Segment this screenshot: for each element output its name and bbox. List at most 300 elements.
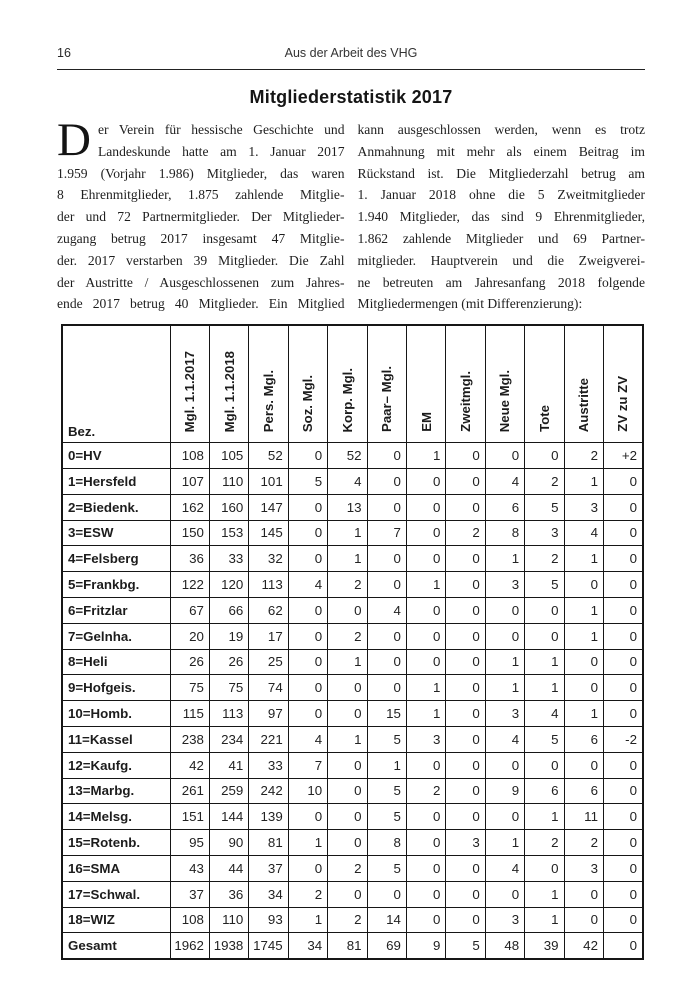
- data-cell: 1938: [209, 933, 248, 959]
- data-cell: 0: [564, 675, 603, 701]
- table-row: [62, 468, 643, 494]
- data-cell: 101: [249, 468, 288, 494]
- data-cell: 3: [564, 855, 603, 881]
- data-cell: 36: [209, 881, 248, 907]
- data-cell: 3: [485, 701, 524, 727]
- data-cell: 41: [209, 752, 248, 778]
- table-row: [62, 494, 643, 520]
- data-cell: 0: [288, 649, 327, 675]
- data-cell: 26: [170, 649, 209, 675]
- data-cell: 0: [446, 778, 485, 804]
- data-cell: 81: [328, 933, 367, 959]
- data-cell: 34: [249, 881, 288, 907]
- data-cell: 0: [603, 881, 643, 907]
- text-line: Mitgliedermengen (mit Differenzierung):: [357, 296, 583, 312]
- data-cell: 5: [288, 468, 327, 494]
- data-cell: 1: [406, 572, 445, 598]
- data-cell: 0: [328, 881, 367, 907]
- data-cell: 0: [288, 701, 327, 727]
- data-cell: 0: [525, 443, 564, 469]
- data-cell: 144: [209, 804, 248, 830]
- column-header-label: Soz. Mgl.: [300, 375, 316, 433]
- table-row: [62, 855, 643, 881]
- data-cell: 261: [170, 778, 209, 804]
- total-row: [62, 933, 643, 959]
- data-cell: 0: [367, 546, 406, 572]
- data-cell: 0: [446, 804, 485, 830]
- data-cell: 0: [603, 675, 643, 701]
- data-cell: 0: [406, 649, 445, 675]
- data-cell: 69: [367, 933, 406, 959]
- data-cell: 0: [525, 597, 564, 623]
- table-row: [62, 778, 643, 804]
- data-cell: 2: [328, 572, 367, 598]
- data-cell: 0: [406, 907, 445, 933]
- data-cell: 97: [249, 701, 288, 727]
- data-cell: 0: [485, 443, 524, 469]
- data-cell: +2: [603, 443, 643, 469]
- data-cell: 25: [249, 649, 288, 675]
- data-cell: 0: [603, 572, 643, 598]
- row-label: 12=Kaufg.: [62, 752, 170, 778]
- data-cell: 5: [367, 855, 406, 881]
- column-header-label: Mgl. 1.1.2018: [221, 350, 237, 433]
- data-cell: 0: [603, 701, 643, 727]
- data-cell: 90: [209, 830, 248, 856]
- data-cell: 1: [328, 546, 367, 572]
- data-cell: 0: [288, 494, 327, 520]
- data-cell: 0: [288, 623, 327, 649]
- data-cell: 107: [170, 468, 209, 494]
- row-label: 16=SMA: [62, 855, 170, 881]
- data-cell: 0: [367, 623, 406, 649]
- data-cell: 4: [288, 726, 327, 752]
- data-cell: 14: [367, 907, 406, 933]
- data-cell: 1: [485, 830, 524, 856]
- text-line: 1.959 (Vorjahr 1.986) Mitglieder, das waren: [57, 165, 345, 181]
- data-cell: 33: [249, 752, 288, 778]
- table-row: [62, 752, 643, 778]
- data-cell: 105: [209, 443, 248, 469]
- data-cell: 6: [564, 726, 603, 752]
- data-cell: 48: [485, 933, 524, 959]
- table-row: [62, 649, 643, 675]
- data-cell: 110: [209, 907, 248, 933]
- data-cell: 0: [367, 468, 406, 494]
- data-cell: 7: [288, 752, 327, 778]
- data-cell: 2: [446, 520, 485, 546]
- data-cell: 3: [485, 572, 524, 598]
- column-header: [209, 325, 248, 443]
- row-label: 9=Hofgeis.: [62, 675, 170, 701]
- data-cell: 0: [328, 675, 367, 701]
- data-cell: 13: [328, 494, 367, 520]
- column-right: [358, 119, 646, 315]
- data-cell: 1: [328, 520, 367, 546]
- data-cell: 1: [406, 701, 445, 727]
- data-cell: 0: [288, 855, 327, 881]
- column-header: [249, 325, 288, 443]
- data-cell: 0: [446, 726, 485, 752]
- data-cell: 0: [446, 597, 485, 623]
- row-label: 15=Rotenb.: [62, 830, 170, 856]
- column-header: [446, 325, 485, 443]
- data-cell: 108: [170, 443, 209, 469]
- row-label: 17=Schwal.: [62, 881, 170, 907]
- table-row: [62, 443, 643, 469]
- data-cell: 0: [525, 623, 564, 649]
- data-cell: 3: [485, 907, 524, 933]
- row-label: 6=Fritzlar: [62, 597, 170, 623]
- data-cell: 52: [249, 443, 288, 469]
- article-title: Mitgliederstatistik 2017: [249, 87, 453, 107]
- data-cell: 9: [485, 778, 524, 804]
- data-cell: 0: [525, 752, 564, 778]
- data-cell: 0: [367, 675, 406, 701]
- data-cell: 4: [525, 701, 564, 727]
- data-cell: 0: [446, 675, 485, 701]
- data-cell: 0: [446, 881, 485, 907]
- data-cell: 75: [209, 675, 248, 701]
- data-cell: 5: [367, 778, 406, 804]
- data-cell: 81: [249, 830, 288, 856]
- data-cell: 0: [406, 546, 445, 572]
- data-cell: 0: [603, 933, 643, 959]
- row-label: 1=Hersfeld: [62, 468, 170, 494]
- row-label: 2=Biedenk.: [62, 494, 170, 520]
- data-cell: 15: [367, 701, 406, 727]
- column-header: [564, 325, 603, 443]
- table-row: [62, 597, 643, 623]
- data-cell: 33: [209, 546, 248, 572]
- text-line: er Verein für hessische Geschichte und: [97, 122, 345, 137]
- table-row: [62, 804, 643, 830]
- data-cell: 5: [525, 572, 564, 598]
- data-cell: 6: [525, 778, 564, 804]
- data-cell: 0: [485, 623, 524, 649]
- data-cell: 0: [328, 830, 367, 856]
- data-cell: 2: [525, 468, 564, 494]
- data-cell: 150: [170, 520, 209, 546]
- data-cell: 2: [328, 907, 367, 933]
- data-cell: 0: [603, 649, 643, 675]
- data-cell: 44: [209, 855, 248, 881]
- text-line: der und 72 Partnermitglieder. Der Mitglieder-: [57, 209, 345, 225]
- data-cell: 36: [170, 546, 209, 572]
- row-label: Gesamt: [62, 933, 170, 959]
- column-header-label: Neue Mgl.: [497, 369, 513, 433]
- data-cell: 52: [328, 443, 367, 469]
- data-cell: 2: [525, 546, 564, 572]
- column-header: [328, 325, 367, 443]
- data-cell: 0: [485, 804, 524, 830]
- data-cell: 0: [564, 752, 603, 778]
- text-line: ne betreuten am Jahresanfang 2018 folgende: [357, 274, 645, 290]
- data-cell: 6: [564, 778, 603, 804]
- column-left: [57, 114, 345, 315]
- row-label: 13=Marbg.: [62, 778, 170, 804]
- data-cell: 0: [406, 881, 445, 907]
- column-header: [485, 325, 524, 443]
- data-cell: 1: [406, 443, 445, 469]
- data-cell: 3: [525, 520, 564, 546]
- data-cell: 3: [406, 726, 445, 752]
- data-cell: 1: [288, 907, 327, 933]
- data-cell: 0: [406, 752, 445, 778]
- table-row: [62, 907, 643, 933]
- column-header: [367, 325, 406, 443]
- data-cell: 1: [485, 546, 524, 572]
- data-cell: 75: [170, 675, 209, 701]
- data-cell: 42: [170, 752, 209, 778]
- data-cell: 2: [406, 778, 445, 804]
- data-cell: 0: [603, 752, 643, 778]
- data-cell: 0: [564, 572, 603, 598]
- data-cell: 221: [249, 726, 288, 752]
- data-cell: 0: [446, 572, 485, 598]
- row-label: 8=Heli: [62, 649, 170, 675]
- data-cell: 0: [406, 494, 445, 520]
- data-cell: 0: [288, 804, 327, 830]
- data-cell: 1: [525, 881, 564, 907]
- data-cell: 5: [525, 494, 564, 520]
- data-cell: 162: [170, 494, 209, 520]
- table-row: [62, 546, 643, 572]
- table-row: [62, 675, 643, 701]
- text-line: ende 2017 betrug 40 Mitglieder. Ein Mitglied: [57, 296, 345, 312]
- data-cell: 1: [328, 726, 367, 752]
- table-header-row: [62, 325, 643, 443]
- data-cell: 5: [446, 933, 485, 959]
- column-header-label: Zweitmgl.: [457, 371, 473, 433]
- column-header-label: Austritte: [576, 377, 592, 433]
- data-cell: 4: [328, 468, 367, 494]
- text-line: mitglieder. Hauptverein und die Zweigverei-: [357, 252, 645, 268]
- data-cell: 4: [485, 855, 524, 881]
- data-cell: 11: [564, 804, 603, 830]
- table-row: [62, 572, 643, 598]
- column-header: [170, 325, 209, 443]
- data-cell: 1: [564, 597, 603, 623]
- data-cell: 4: [564, 520, 603, 546]
- data-cell: 0: [525, 855, 564, 881]
- data-cell: 2: [564, 443, 603, 469]
- data-cell: 113: [209, 701, 248, 727]
- table-row: [62, 701, 643, 727]
- data-cell: 0: [446, 494, 485, 520]
- page-header: [57, 46, 645, 70]
- data-cell: 0: [367, 494, 406, 520]
- data-cell: 1: [288, 830, 327, 856]
- data-cell: 1: [564, 468, 603, 494]
- data-cell: 0: [446, 907, 485, 933]
- data-cell: 2: [525, 830, 564, 856]
- data-cell: 0: [446, 468, 485, 494]
- data-cell: 120: [209, 572, 248, 598]
- data-cell: 0: [564, 881, 603, 907]
- data-cell: 0: [367, 572, 406, 598]
- data-cell: 0: [446, 701, 485, 727]
- data-cell: 0: [406, 597, 445, 623]
- data-cell: 37: [249, 855, 288, 881]
- data-cell: 0: [406, 804, 445, 830]
- data-cell: 1: [564, 701, 603, 727]
- data-cell: 147: [249, 494, 288, 520]
- data-cell: 108: [170, 907, 209, 933]
- data-cell: -2: [603, 726, 643, 752]
- data-cell: 4: [367, 597, 406, 623]
- data-cell: 242: [249, 778, 288, 804]
- data-cell: 139: [249, 804, 288, 830]
- table-row: [62, 623, 643, 649]
- data-cell: 0: [485, 752, 524, 778]
- data-cell: 1745: [249, 933, 288, 959]
- data-cell: 0: [406, 520, 445, 546]
- text-line: Landeskunde hatte am 1. Januar 2017: [97, 143, 345, 159]
- column-header: [603, 325, 643, 443]
- data-cell: 115: [170, 701, 209, 727]
- data-cell: 238: [170, 726, 209, 752]
- data-cell: 0: [446, 649, 485, 675]
- data-cell: 110: [209, 468, 248, 494]
- column-header: [288, 325, 327, 443]
- column-header-label: Pers. Mgl.: [260, 369, 276, 433]
- data-cell: 0: [367, 443, 406, 469]
- data-cell: 67: [170, 597, 209, 623]
- data-cell: 0: [446, 855, 485, 881]
- data-cell: 0: [485, 597, 524, 623]
- data-cell: 6: [485, 494, 524, 520]
- data-cell: 0: [288, 443, 327, 469]
- row-label: 18=WIZ: [62, 907, 170, 933]
- text-line: der Austritte / Ausgeschlossenen zum Jahres-: [57, 274, 345, 290]
- data-cell: 2: [564, 830, 603, 856]
- row-label: 14=Melsg.: [62, 804, 170, 830]
- column-header-label: Paar– Mgl.: [379, 366, 395, 433]
- data-cell: 153: [209, 520, 248, 546]
- data-cell: 0: [603, 907, 643, 933]
- data-cell: 66: [209, 597, 248, 623]
- data-cell: 0: [367, 881, 406, 907]
- data-cell: 0: [446, 546, 485, 572]
- running-head: Aus der Arbeit des VHG: [284, 46, 418, 60]
- data-cell: 0: [603, 623, 643, 649]
- data-cell: 0: [603, 468, 643, 494]
- data-cell: 20: [170, 623, 209, 649]
- text-line: Anmahnung mit mehr als einem Beitrag im: [357, 143, 645, 159]
- data-cell: 0: [603, 804, 643, 830]
- text-line: zugang betrug 2017 insgesamt 47 Mitglie-: [57, 230, 345, 246]
- data-cell: 1: [328, 649, 367, 675]
- data-cell: 26: [209, 649, 248, 675]
- data-cell: 7: [367, 520, 406, 546]
- data-cell: 39: [525, 933, 564, 959]
- data-cell: 93: [249, 907, 288, 933]
- text-line: 1.862 zahlende Mitglieder und 69 Partner-: [357, 230, 645, 246]
- row-label: 5=Frankbg.: [62, 572, 170, 598]
- data-cell: 0: [603, 855, 643, 881]
- data-cell: 4: [485, 726, 524, 752]
- data-cell: 0: [603, 546, 643, 572]
- data-cell: 0: [446, 752, 485, 778]
- data-cell: 0: [328, 804, 367, 830]
- data-cell: 1: [525, 675, 564, 701]
- data-cell: 4: [485, 468, 524, 494]
- data-cell: 0: [406, 468, 445, 494]
- data-cell: 0: [603, 778, 643, 804]
- data-cell: 5: [367, 804, 406, 830]
- table-row: [62, 830, 643, 856]
- corner-header: Bez.: [62, 325, 170, 443]
- data-cell: 1: [406, 675, 445, 701]
- data-cell: 1: [564, 546, 603, 572]
- data-cell: 95: [170, 830, 209, 856]
- data-cell: 4: [288, 572, 327, 598]
- data-cell: 0: [485, 881, 524, 907]
- column-header-label: ZV zu ZV: [615, 376, 631, 433]
- row-label: 3=ESW: [62, 520, 170, 546]
- article-columns: [57, 114, 645, 315]
- data-cell: 1: [525, 804, 564, 830]
- data-cell: 1: [485, 649, 524, 675]
- data-cell: 0: [288, 546, 327, 572]
- data-cell: 74: [249, 675, 288, 701]
- data-cell: 0: [603, 830, 643, 856]
- data-cell: 1962: [170, 933, 209, 959]
- data-cell: 34: [288, 933, 327, 959]
- data-cell: 19: [209, 623, 248, 649]
- data-cell: 5: [525, 726, 564, 752]
- data-cell: 0: [288, 597, 327, 623]
- column-header-label: Korp. Mgl.: [339, 367, 355, 433]
- column-header: [525, 325, 564, 443]
- data-cell: 9: [406, 933, 445, 959]
- data-cell: 3: [446, 830, 485, 856]
- data-cell: 10: [288, 778, 327, 804]
- text-line: der. 2017 verstarben 39 Mitglieder. Die Zahl: [57, 252, 345, 268]
- data-cell: 8: [485, 520, 524, 546]
- data-cell: 0: [446, 443, 485, 469]
- data-cell: 0: [406, 830, 445, 856]
- data-cell: 0: [328, 597, 367, 623]
- table-row: [62, 881, 643, 907]
- text-line: 1.940 Mitglieder, das sind 9 Ehrenmitglieder,: [357, 209, 645, 225]
- data-cell: 0: [603, 520, 643, 546]
- data-cell: 0: [406, 623, 445, 649]
- drop-cap: D: [57, 114, 91, 166]
- data-cell: 0: [367, 649, 406, 675]
- column-header-label: EM: [418, 412, 434, 433]
- text-line: 8 Ehrenmitglieder, 1.875 zahlende Mitglie-: [57, 187, 345, 203]
- data-cell: 0: [564, 649, 603, 675]
- row-label: 10=Homb.: [62, 701, 170, 727]
- data-cell: 234: [209, 726, 248, 752]
- text-line: kann ausgeschlossen werden, wenn es trotz: [357, 122, 645, 137]
- data-cell: 0: [328, 778, 367, 804]
- data-cell: 8: [367, 830, 406, 856]
- data-cell: 3: [564, 494, 603, 520]
- page-number: 16: [57, 46, 71, 60]
- row-label: 7=Gelnha.: [62, 623, 170, 649]
- data-cell: 145: [249, 520, 288, 546]
- column-header-label: Mgl. 1.1.2017: [182, 350, 198, 433]
- text-line: Rückstand ist. Die Mitgliederzahl betrug am: [357, 165, 645, 181]
- data-cell: 0: [446, 623, 485, 649]
- data-cell: 43: [170, 855, 209, 881]
- data-cell: 5: [367, 726, 406, 752]
- data-cell: 1: [564, 623, 603, 649]
- column-header-label: Tote: [536, 405, 552, 433]
